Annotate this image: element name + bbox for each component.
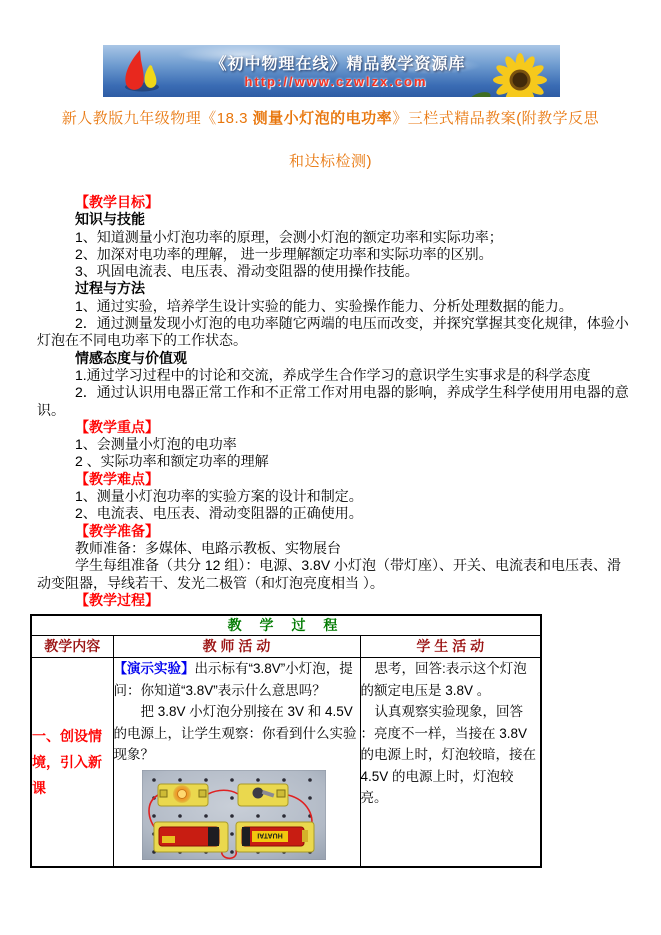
emotion-item-1: 1.通过学习过程中的讨论和交流，养成学生合作学习的意识学生实事求是的科学态度 <box>75 366 591 383</box>
site-logo-icon <box>111 48 171 94</box>
teaching-focus-header: 【教学重点】 <box>75 418 159 435</box>
bulb-holder <box>158 784 208 806</box>
battery-label: HUATAI <box>256 831 283 838</box>
teaching-process-header: 【教学过程】 <box>75 591 159 608</box>
process-item-1: 1、通过实验，培养学生设计实验的能力、实验操作能力、分析处理数据的能力。 <box>75 297 573 314</box>
process-methods-header: 过程与方法 <box>75 280 145 297</box>
student-paragraph-1: 思考，回答:表示这个灯泡的额定电压是 3.8V 。 <box>360 661 527 698</box>
switch-knob-icon <box>252 787 263 798</box>
column-header-content: 教学内容 <box>31 636 113 658</box>
knowledge-skills-header: 知识与技能 <box>75 211 145 228</box>
site-url[interactable]: http://www.czwlzx.com <box>244 74 428 89</box>
switch-holder <box>238 784 288 806</box>
doc-title-post: 》三栏式精品教案(附教学反思 <box>392 110 600 127</box>
process-item-2: 2．通过测量发现小灯泡的电功率随它两端的电压而改变，并探究掌握其变化规律，体验小灯泡在不同电功率下的工作状态。 <box>37 315 629 349</box>
focus-item-2: 2 、实际功率和额定功率的理解 <box>75 453 269 470</box>
prep-item-2: 学生每组准备（共分 12 组）：电源、3.8V 小灯泡（带灯座）、开关、电流表和电压表、滑动变阻器，导线若干、发光二极管（和灯泡亮度相当 ）。 <box>37 557 622 591</box>
doc-body <box>37 194 629 609</box>
experiment-photo <box>142 770 326 860</box>
site-title: 《初中物理在线》精品教学资源库 <box>210 56 466 73</box>
doc-title-line2: 和达标检测) <box>289 153 372 170</box>
knowledge-item-3: 3、巩固电流表、电压表、滑动变阻器的使用操作技能。 <box>75 263 419 280</box>
difficulty-item-1: 1、测量小灯泡功率的实验方案的设计和制定。 <box>75 488 363 505</box>
knowledge-item-2: 2、加深对电功率的理解， 进一步理解额定功率和实际功率的区别。 <box>75 245 493 262</box>
prep-item-1: 教师准备：多媒体、电路示教板、实物展台 <box>75 539 341 556</box>
teacher-paragraph-1-text: 出示标有“3.8V”小灯泡，提问：你知道“3.8V”表示什么意思吗？ <box>113 661 353 698</box>
knowledge-item-1: 1、知道测量小灯泡功率的原理，会测小灯泡的额定功率和实际功率； <box>75 228 503 245</box>
teaching-difficulty-header: 【教学难点】 <box>75 470 159 487</box>
student-paragraph-2: 认真观察实验现象，回答 ：亮度不一样，当接在 3.8V 的电源上时，灯泡较暗，接在 4.5V 的电源上时，灯泡较亮。 <box>360 704 536 805</box>
column-header-student: 学 生 活 动 <box>360 636 541 658</box>
table-row <box>31 658 541 868</box>
teacher-paragraph-2: 把 3.8V 小灯泡分别接在 3V 和 4.5V 的电源上，让学生观察：你看到什么实验现象？ <box>113 704 357 762</box>
table-title: 教 学 过 程 <box>31 615 541 636</box>
focus-item-1: 1、会测量小灯泡的电功率 <box>75 436 237 453</box>
site-banner <box>103 45 560 97</box>
cell-student-activity <box>360 658 541 868</box>
battery-right <box>236 822 314 852</box>
doc-title <box>30 97 631 183</box>
doc-title-emphasis: 测量小灯泡的电功率 <box>252 110 393 127</box>
doc-title-pre: 新人教版九年级物理《18.3 <box>61 110 253 127</box>
battery-left <box>154 822 228 852</box>
cell-teacher-activity <box>113 658 360 868</box>
cell-teaching-content: 一、创设情境，引入新课 <box>31 658 113 868</box>
demo-experiment-tag: 【演示实验】 <box>113 661 195 676</box>
emotion-values-header: 情感态度与价值观 <box>75 349 187 366</box>
emotion-item-2: 2．通过认识用电器正常工作和不正常工作对用电器的影响，养成学生科学使用用电器的意识。 <box>37 384 629 418</box>
difficulty-item-2: 2、电流表、电压表、滑动变阻器的正确使用。 <box>75 505 363 522</box>
process-table <box>30 614 542 868</box>
sunflower-icon <box>468 48 560 97</box>
teaching-goals-header: 【教学目标】 <box>75 194 159 210</box>
teacher-paragraph-1 <box>114 658 360 701</box>
teaching-prep-header: 【教学准备】 <box>75 522 159 539</box>
column-header-teacher: 教 师 活 动 <box>113 636 360 658</box>
doc-title-line1 <box>30 97 631 140</box>
